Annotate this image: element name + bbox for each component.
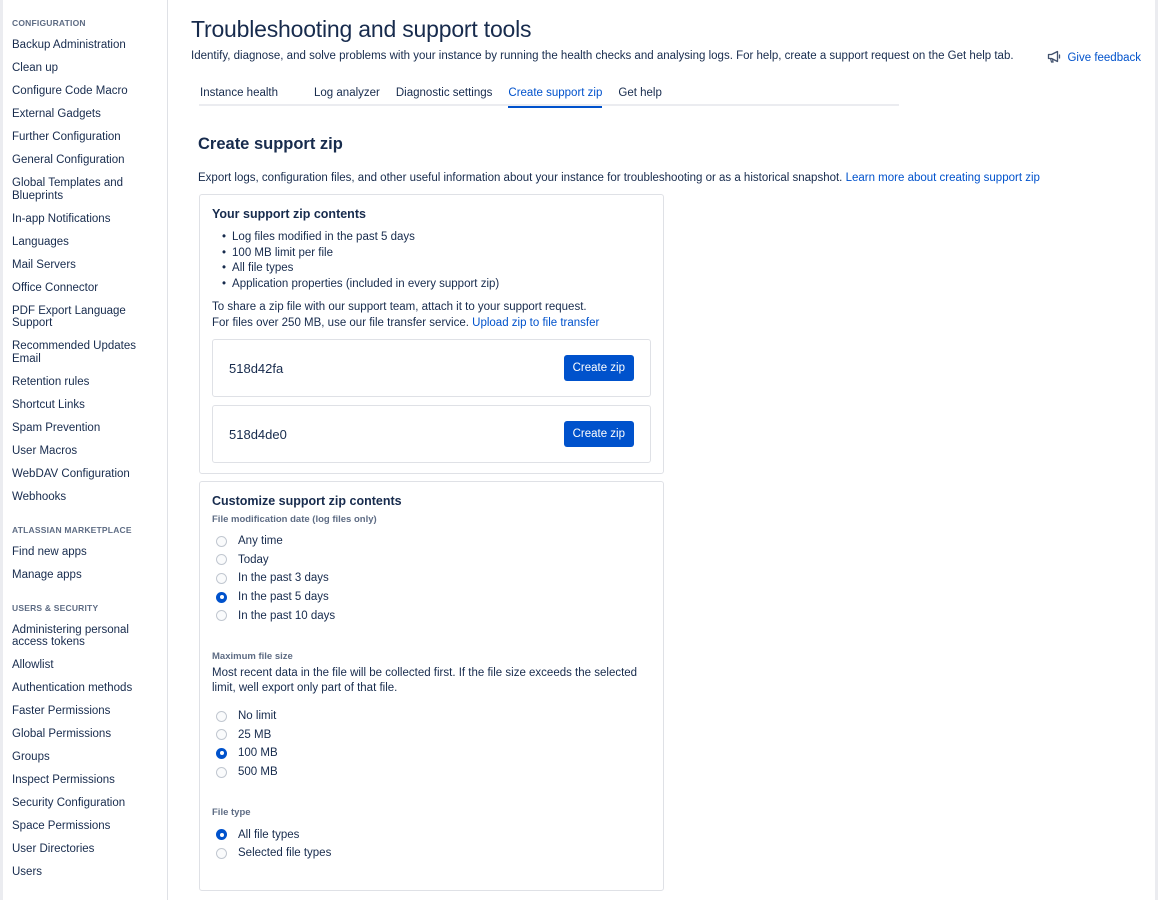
radio-button[interactable] [216, 573, 227, 584]
size-field-label: Maximum file size [212, 650, 293, 662]
radio-button[interactable] [216, 829, 227, 840]
share-line-1: To share a zip file with our support team, attach it to your support request. [212, 301, 587, 313]
section-description [198, 172, 1040, 184]
customize-card-title: Customize support zip contents [212, 494, 402, 508]
page-title: Troubleshooting and support tools [191, 16, 532, 42]
sidebar-item-shortcut-links[interactable]: Shortcut Links [12, 398, 85, 411]
sidebar-item-global-permissions[interactable]: Global Permissions [12, 728, 112, 740]
sidebar-item-user-directories[interactable]: User Directories [12, 843, 95, 855]
radio-button[interactable] [216, 848, 227, 859]
radio-label: 100 MB [238, 747, 278, 760]
radio-label: Any time [238, 535, 283, 548]
sidebar-item-administering-personal-access-tokens[interactable]: Administering personal access tokens [12, 623, 129, 648]
type-field-label: File type [212, 807, 251, 819]
radio-button[interactable] [216, 610, 227, 621]
section-description-text: Export logs, configuration files, and other useful information about your instance for troubleshooting or as a historical snapshot. [198, 172, 843, 184]
sidebar-item-global-templates-and-blueprints[interactable]: Global Templates and Blueprints [12, 177, 124, 202]
tab-log-analyzer[interactable]: Log analyzer [314, 87, 380, 99]
radio-label: Today [238, 553, 269, 566]
learn-more-link[interactable]: Learn more about creating support zip [845, 172, 1040, 184]
radio-label: In the past 5 days [238, 591, 329, 604]
radio-label: 500 MB [238, 766, 278, 779]
sidebar-item-webdav-configuration[interactable]: WebDAV Configuration [12, 467, 130, 480]
sidebar-item-general-configuration[interactable]: General Configuration [12, 154, 125, 166]
sidebar-heading-configuration: CONFIGURATION [12, 18, 86, 28]
create-zip-button[interactable]: Create zip [564, 421, 634, 447]
sidebar-item-external-gadgets[interactable]: External Gadgets [12, 108, 101, 120]
size-option-no-limit[interactable] [212, 707, 651, 726]
date-field-label: File modification date (log files only) [212, 514, 377, 525]
sidebar-item-mail-servers[interactable]: Mail Servers [12, 258, 76, 271]
sidebar-item-languages[interactable]: Languages [12, 235, 69, 248]
main-content [191, 0, 1155, 900]
tab-get-help[interactable]: Get help [618, 87, 662, 99]
radio-label: 25 MB [238, 728, 272, 741]
radio-button[interactable] [216, 711, 227, 722]
size-radio-group [212, 707, 651, 781]
node-row [212, 405, 651, 463]
contents-list [212, 230, 651, 292]
upload-zip-link[interactable]: Upload zip to file transfer [472, 316, 600, 329]
tab-bar [199, 85, 899, 106]
sidebar-item-faster-permissions[interactable]: Faster Permissions [12, 705, 111, 717]
radio-button[interactable] [216, 748, 227, 759]
node-id: 518d42fa [229, 360, 284, 376]
radio-button[interactable] [216, 592, 227, 603]
section-title: Create support zip [198, 135, 343, 153]
sidebar-item-recommended-updates-email[interactable]: Recommended Updates Email [12, 340, 137, 365]
sidebar-item-groups[interactable]: Groups [12, 751, 50, 763]
contents-list-item: • Application properties (included in every support zip) [232, 277, 651, 293]
tab-diagnostic-settings[interactable]: Diagnostic settings [395, 87, 493, 99]
sidebar-item-find-new-apps[interactable]: Find new apps [12, 545, 87, 558]
sidebar-item-space-permissions[interactable]: Space Permissions [12, 820, 111, 832]
share-line-2-text: For files over 250 MB, use our file transfer service. [212, 316, 469, 329]
sidebar-item-backup-administration[interactable]: Backup Administration [12, 39, 126, 51]
sidebar-heading-atlassian-marketplace: ATLASSIAN MARKETPLACE [12, 524, 132, 535]
contents-card-title: Your support zip contents [212, 207, 366, 221]
create-zip-button[interactable]: Create zip [564, 355, 634, 381]
tab-instance-health[interactable]: Instance health [200, 87, 279, 99]
radio-button[interactable] [216, 554, 227, 565]
sidebar-heading-users-security: USERS & SECURITY [12, 602, 99, 613]
share-info [212, 300, 651, 331]
contents-list-item: • 100 MB limit per file [232, 246, 651, 262]
sidebar-item-security-configuration[interactable]: Security Configuration [12, 797, 126, 809]
sidebar-item-retention-rules[interactable]: Retention rules [12, 375, 90, 388]
date-option-today[interactable] [212, 551, 651, 570]
sidebar-item-office-connector[interactable]: Office Connector [12, 281, 99, 294]
sidebar-item-configure-code-macro[interactable]: Configure Code Macro [12, 85, 128, 97]
size-help-text: Most recent data in the file will be collected first. If the file size exceeds the selected limit, well export only part of that file. [212, 666, 638, 695]
radio-label: Selected file types [238, 847, 332, 860]
date-option-any-time[interactable] [212, 532, 651, 551]
date-radio-group [212, 532, 651, 625]
sidebar-item-authentication-methods[interactable]: Authentication methods [12, 682, 133, 694]
sidebar-item-user-macros[interactable]: User Macros [12, 444, 78, 457]
megaphone-icon [1047, 50, 1062, 66]
radio-label: No limit [238, 710, 277, 723]
size-option-100-mb[interactable] [212, 744, 651, 763]
radio-label: In the past 10 days [238, 609, 336, 622]
admin-sidebar [3, 0, 168, 900]
size-option-500-mb[interactable] [212, 763, 651, 782]
tab-create-support-zip[interactable]: Create support zip [508, 85, 602, 106]
radio-button[interactable] [216, 767, 227, 778]
node-list [212, 339, 651, 463]
radio-label: In the past 3 days [238, 572, 329, 585]
type-radio-group [212, 825, 651, 862]
date-option-in-the-past-10-days[interactable] [212, 606, 651, 625]
radio-button[interactable] [216, 729, 227, 740]
sidebar-item-users[interactable]: Users [12, 866, 43, 878]
node-row [212, 339, 651, 397]
contents-list-item: • Log files modified in the past 5 days [232, 230, 651, 246]
node-id: 518d4de0 [229, 426, 287, 442]
support-zip-contents-card [199, 194, 664, 474]
date-option-in-the-past-5-days[interactable] [212, 588, 651, 607]
share-line-2 [212, 316, 651, 332]
type-option-selected-file-types[interactable] [212, 844, 651, 863]
sidebar-item-in-app-notifications[interactable]: In-app Notifications [12, 212, 111, 225]
date-option-in-the-past-3-days[interactable] [212, 569, 651, 588]
size-option-25-mb[interactable] [212, 726, 651, 745]
sidebar-item-further-configuration[interactable]: Further Configuration [12, 131, 121, 143]
sidebar-item-clean-up[interactable]: Clean up [12, 62, 59, 74]
sidebar-item-webhooks[interactable]: Webhooks [12, 490, 67, 503]
give-feedback-link[interactable] [1047, 50, 1141, 66]
radio-label: All file types [238, 828, 300, 841]
page-description: Identify, diagnose, and solve problems with your instance by running the health checks and analysing logs. For help, create a support request on the Get help tab. [191, 50, 1014, 62]
radio-button[interactable] [216, 536, 227, 547]
type-option-all-file-types[interactable] [212, 825, 651, 844]
contents-list-item: • All file types [232, 261, 651, 277]
sidebar-item-pdf-export-language-support[interactable]: PDF Export Language Support [12, 304, 126, 329]
customize-zip-card [199, 481, 664, 891]
give-feedback-label: Give feedback [1067, 52, 1141, 64]
sidebar-item-inspect-permissions[interactable]: Inspect Permissions [12, 774, 115, 786]
sidebar-item-allowlist[interactable]: Allowlist [12, 659, 54, 671]
sidebar-item-manage-apps[interactable]: Manage apps [12, 568, 82, 581]
sidebar-item-spam-prevention[interactable]: Spam Prevention [12, 421, 101, 434]
